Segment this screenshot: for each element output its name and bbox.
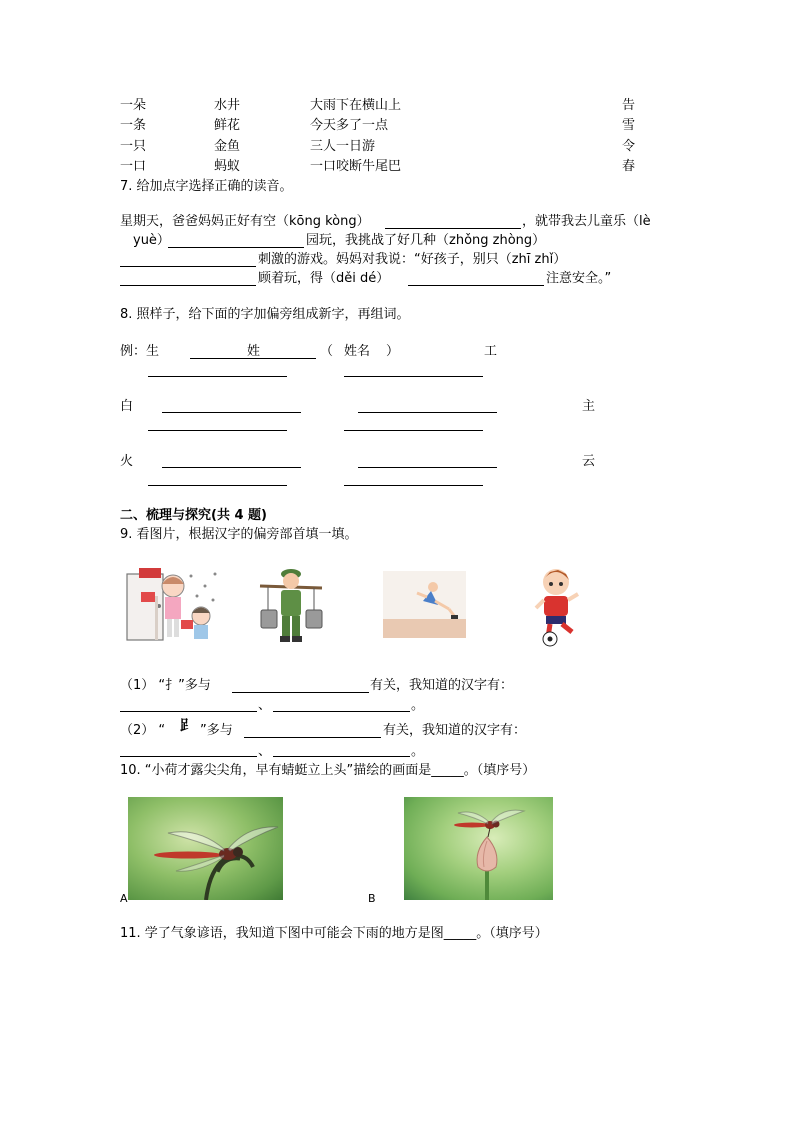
- q7-title: 7. 给加点字选择正确的读音。: [120, 179, 293, 194]
- q7-line1-text-a: 星期天，爸爸妈妈正好有空（kōng kòng）: [120, 214, 370, 229]
- match-col3-item-3: 三人一日游: [310, 139, 376, 154]
- q7-line3-text: 刺激的游戏。妈妈对我说：“好孩子，别只（zhī zhǐ）: [258, 252, 567, 267]
- q9-radical-foot: 𧾷: [180, 718, 194, 734]
- match-col2-item-4: 蚂蚁: [214, 159, 241, 174]
- q8-example-word: 姓名: [344, 344, 371, 359]
- q8-char-huo: 火: [120, 454, 134, 469]
- q7-line4-text-a: 顾着玩，得（děi dé）: [258, 271, 390, 286]
- q8-blank-gong-2[interactable]: [344, 376, 483, 377]
- match-col1-item-4: 一口: [120, 159, 147, 174]
- knock-door-illustration: [125, 566, 223, 644]
- q10-option-a-label: A: [120, 892, 128, 905]
- q7-blank-1[interactable]: [385, 228, 521, 229]
- q9-blank-6[interactable]: [273, 756, 410, 757]
- match-col3-item-4: 一口咬断牛尾巴: [310, 159, 402, 174]
- q8-blank-huo-1[interactable]: [162, 467, 301, 468]
- q7-line4-text-b: 注意安全。”: [546, 271, 612, 286]
- q9-title: 9. 看图片，根据汉字的偏旁部首填一填。: [120, 527, 358, 542]
- match-col3-item-1: 大雨下在横山上: [310, 98, 402, 113]
- q8-blank-bai-1[interactable]: [162, 412, 301, 413]
- q8-char-gong: 工: [484, 344, 498, 359]
- q7-blank-5[interactable]: [408, 285, 544, 286]
- match-col4-item-4: 春: [622, 159, 636, 174]
- q9-blank-1[interactable]: [232, 692, 369, 693]
- q9-blank-4[interactable]: [244, 737, 381, 738]
- q7-line2-text-b: 园玩，我挑战了好几种（zhǒng zhòng）: [306, 233, 546, 248]
- q8-char-zhu: 主: [582, 399, 596, 414]
- carrying-buckets-illustration: [258, 566, 324, 644]
- q10-option-b-label: B: [368, 892, 376, 905]
- section-2-heading: 二、梳理与探究(共 4 题): [120, 508, 267, 523]
- match-col3-item-2: 今天多了一点: [310, 118, 389, 133]
- q8-blank-gong-1[interactable]: [148, 376, 287, 377]
- q7-blank-4[interactable]: [120, 285, 256, 286]
- q9-part1-text-b: 有关，我知道的汉字有：: [370, 678, 514, 693]
- q9-blank-5[interactable]: [120, 756, 257, 757]
- q11-title: 11. 学了气象谚语，我知道下图中可能会下雨的地方是图_____。（填序号）: [120, 926, 548, 941]
- match-col2-item-1: 水井: [214, 98, 241, 113]
- q9-blank-2[interactable]: [120, 711, 257, 712]
- q8-blank-zhu-1[interactable]: [148, 430, 287, 431]
- match-col4-item-3: 令: [622, 139, 636, 154]
- dragonfly-on-lotus-bud-photo: [404, 797, 553, 900]
- q7-blank-2[interactable]: [168, 247, 304, 248]
- match-col4-item-1: 告: [622, 98, 636, 113]
- match-col1-item-1: 一朵: [120, 98, 147, 113]
- q8-char-bai: 白: [120, 399, 134, 414]
- q8-blank-huo-2[interactable]: [358, 467, 497, 468]
- q8-char-yun: 云: [582, 454, 596, 469]
- q9-blank-3[interactable]: [273, 711, 410, 712]
- q8-example-label: 例：生: [120, 344, 160, 359]
- q8-example-char: 姓: [247, 344, 261, 359]
- q8-blank-yun-2[interactable]: [344, 485, 483, 486]
- match-col1-item-2: 一条: [120, 118, 147, 133]
- q9-part2-sep: 、: [258, 744, 272, 759]
- q9-part2-text-a: （2） “: [120, 723, 166, 738]
- dragonfly-on-stem-photo: [128, 797, 283, 900]
- q8-blank-bai-2[interactable]: [358, 412, 497, 413]
- q7-blank-3[interactable]: [120, 266, 256, 267]
- q9-part2-end: 。: [411, 744, 425, 759]
- q8-blank-yun-1[interactable]: [148, 485, 287, 486]
- q7-line2-text-a: yuè）: [133, 233, 170, 248]
- q9-part1-sep: 、: [258, 698, 272, 713]
- q10-title: 10. “小荷才露尖尖角，早有蜻蜓立上头”描绘的画面是_____。（填序号）: [120, 763, 536, 778]
- match-col2-item-3: 金鱼: [214, 139, 241, 154]
- match-col4-item-2: 雪: [622, 118, 636, 133]
- long-jump-illustration: [383, 571, 466, 638]
- q9-part1-end: 。: [411, 698, 425, 713]
- match-col2-item-2: 鲜花: [214, 118, 241, 133]
- q9-part2-text-c: 有关，我知道的汉字有：: [383, 723, 527, 738]
- q8-title: 8. 照样子，给下面的字加偏旁组成新字，再组词。: [120, 307, 410, 322]
- match-col1-item-3: 一只: [120, 139, 147, 154]
- q8-example-paren-open: （: [320, 344, 334, 359]
- q8-blank-zhu-2[interactable]: [344, 430, 483, 431]
- q9-part1-text-a: （1） “扌”多与: [120, 678, 211, 693]
- football-kid-illustration: [528, 566, 590, 648]
- q8-example-paren-close: ）: [386, 344, 400, 359]
- q9-part2-text-b: ”多与: [200, 723, 233, 738]
- q7-line1-text-b: ，就带我去儿童乐（lè: [522, 214, 651, 229]
